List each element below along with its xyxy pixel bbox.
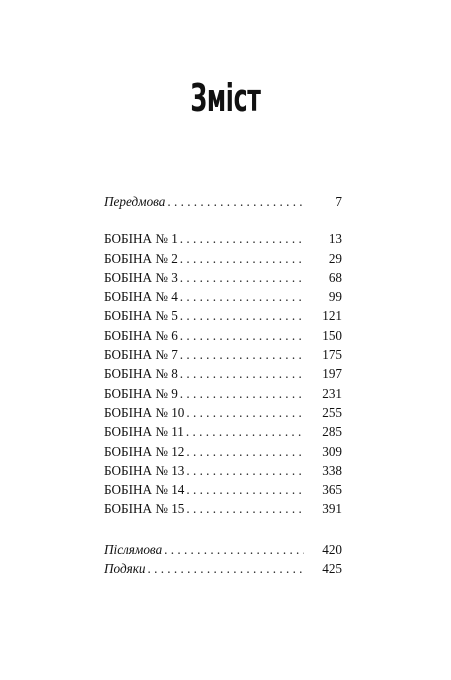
toc-entry-label: Післямова [104, 541, 163, 557]
toc-entry-label: БОБІНА № 5 [104, 308, 178, 324]
dot-leader [186, 480, 304, 499]
toc-entry-label: БОБІНА № 13 [104, 462, 185, 478]
dot-leader [180, 268, 304, 287]
dot-leader [180, 384, 304, 403]
spacer [104, 519, 342, 540]
toc-entry-page: 29 [328, 250, 342, 266]
dot-leader [180, 326, 304, 345]
toc-entry-page: 7 [335, 194, 342, 209]
toc-entry-label: БОБІНА № 1 [104, 231, 178, 247]
dot-leader [180, 287, 304, 306]
toc-entry-label: БОБІНА № 11 [104, 424, 184, 440]
toc-entry-page: 121 [322, 308, 342, 324]
toc-entry-page: 285 [322, 424, 342, 440]
toc-entry-chapter [104, 422, 342, 441]
toc-entry-chapter [104, 480, 342, 499]
toc-entry-chapter [104, 287, 342, 306]
toc-entry-page: 425 [322, 561, 342, 577]
toc-entry-chapter [104, 364, 342, 383]
toc-entry-chapter [104, 249, 342, 268]
toc-entry-label: Подяки [104, 561, 146, 577]
spacer [104, 211, 342, 229]
toc-entry-label: БОБІНА № 15 [104, 501, 185, 517]
page-title: Зміст [190, 76, 261, 120]
dot-leader [167, 192, 304, 211]
toc-entry-chapter [104, 326, 342, 345]
toc-entry-afterword [104, 540, 342, 559]
toc-entry-label: БОБІНА № 4 [104, 289, 178, 305]
toc-entry-page: 309 [322, 443, 342, 459]
toc-entry-page: 420 [322, 541, 342, 557]
toc-entry-page: 365 [322, 482, 342, 498]
toc-entry-page: 68 [328, 269, 342, 285]
toc-entry-page: 338 [322, 462, 342, 478]
toc-entry-chapter [104, 499, 342, 518]
toc-entry-chapter [104, 345, 342, 364]
toc-entry-chapter [104, 442, 342, 461]
dot-leader [180, 345, 304, 364]
toc-entry-page: 391 [322, 501, 342, 517]
dot-leader [180, 249, 304, 268]
toc-entry-label: БОБІНА № 9 [104, 385, 178, 401]
toc-entry-chapter [104, 461, 342, 480]
toc-entry-label: БОБІНА № 6 [104, 327, 178, 343]
dot-leader [180, 364, 304, 383]
toc-entry-page: 175 [322, 347, 342, 363]
toc-entry-page: 231 [322, 385, 342, 401]
toc-entry-chapter [104, 403, 342, 422]
dot-leader [186, 422, 304, 441]
toc-entry-label: БОБІНА № 12 [104, 443, 185, 459]
toc-entry-page: 99 [328, 289, 342, 305]
toc-entry-intro [104, 192, 342, 211]
toc-entry-label: БОБІНА № 7 [104, 347, 178, 363]
toc-entry-chapter [104, 229, 342, 248]
toc-entry-acknowledgements [104, 559, 342, 578]
toc-entry-page: 197 [322, 366, 342, 382]
toc-entry-chapter [104, 268, 342, 287]
toc-entry-label: БОБІНА № 10 [104, 404, 185, 420]
dot-leader [186, 499, 304, 518]
dot-leader [186, 461, 304, 480]
dot-leader [164, 540, 304, 559]
toc-entry-page: 150 [322, 327, 342, 343]
toc-entry-chapter [104, 384, 342, 403]
toc-entry-page: 255 [322, 404, 342, 420]
dot-leader [180, 229, 304, 248]
toc-entry-label: БОБІНА № 14 [104, 482, 185, 498]
toc-entry-label: БОБІНА № 3 [104, 269, 178, 285]
toc-entry-chapter [104, 306, 342, 325]
toc-entry-label: Передмова [104, 194, 166, 209]
dot-leader [180, 306, 304, 325]
dot-leader [186, 403, 304, 422]
dot-leader [186, 442, 304, 461]
table-of-contents [104, 192, 342, 578]
toc-entry-page: 13 [328, 231, 342, 247]
toc-entry-label: БОБІНА № 2 [104, 250, 178, 266]
toc-entry-label: БОБІНА № 8 [104, 366, 178, 382]
dot-leader [148, 559, 304, 578]
